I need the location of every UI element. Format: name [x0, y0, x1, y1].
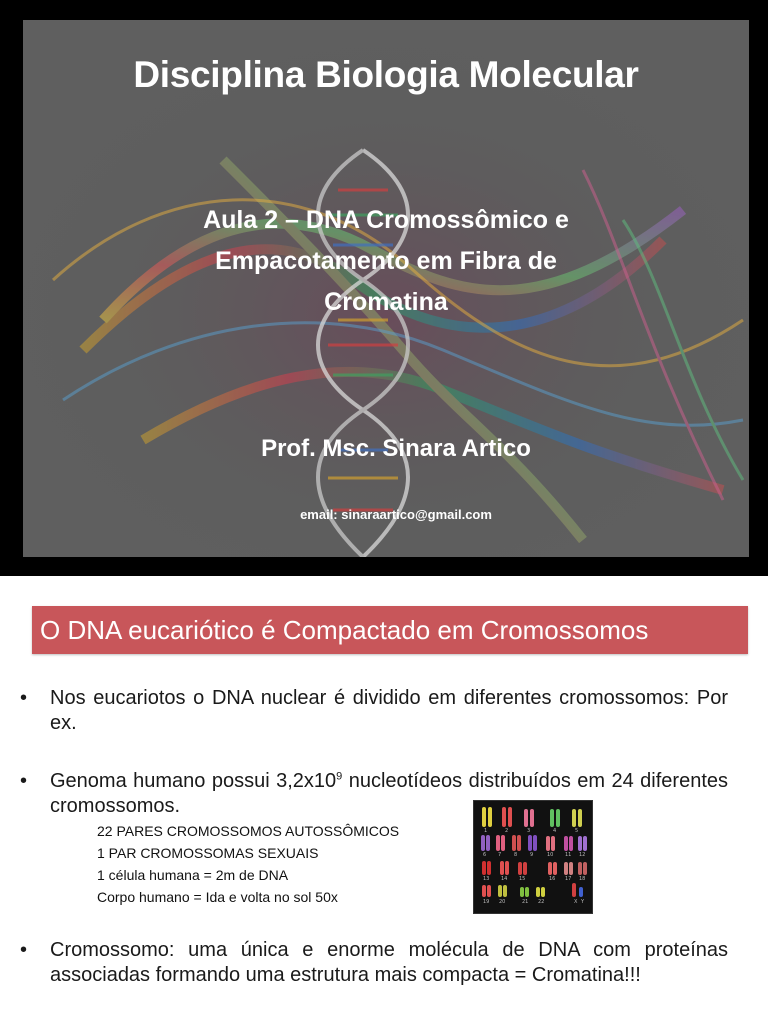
author-email: email: sinaraartico@gmail.com — [300, 507, 492, 522]
svg-text:9: 9 — [530, 852, 534, 858]
exponent: 9 — [336, 770, 343, 783]
svg-text:1: 1 — [484, 828, 488, 834]
lesson-subtitle — [136, 200, 636, 323]
slide-header-title: O DNA eucariótico é Compactado em Cromossomos — [40, 615, 649, 645]
bullet-text-3: Cromossomo: uma única e enorme molécula de DNA com proteínas associadas formando uma estrutura mais compacta = Cromatina!!! — [50, 939, 728, 986]
content-slide — [0, 576, 768, 1024]
bullet-text-2 — [50, 769, 728, 819]
svg-text:12: 12 — [579, 852, 586, 858]
lesson-subtitle-line-1: Aula 2 – DNA Cromossômico e — [203, 206, 569, 234]
genome-fact: 1 célula humana = 2m de DNA — [97, 867, 289, 883]
lesson-subtitle-line-2: Empacotamento em Fibra de — [215, 247, 557, 275]
svg-text:18: 18 — [579, 876, 586, 882]
svg-text:8: 8 — [514, 852, 518, 858]
bullet-icon: • — [20, 687, 28, 709]
svg-text:4: 4 — [553, 828, 557, 834]
svg-text:22: 22 — [538, 899, 545, 905]
svg-text:21: 21 — [522, 899, 529, 905]
svg-text:15: 15 — [519, 876, 526, 882]
bullet-item-3 — [20, 938, 728, 988]
slide-header — [32, 606, 748, 654]
bullet-item-1 — [20, 686, 728, 736]
svg-text:20: 20 — [499, 899, 506, 905]
lesson-subtitle-line-3: Cromatina — [324, 288, 448, 316]
bullet-icon: • — [20, 939, 28, 961]
title-slide-canvas — [23, 20, 749, 557]
bullet-text-2-start: Genoma humano possui 3,2x10 — [50, 770, 337, 792]
svg-text:5: 5 — [575, 828, 579, 834]
svg-text:13: 13 — [483, 876, 490, 882]
svg-text:6: 6 — [483, 852, 487, 858]
genome-fact: 22 PARES CROMOSSOMOS AUTOSSÔMICOS — [97, 823, 400, 839]
genome-facts-list — [97, 820, 399, 908]
bullet-icon: • — [20, 770, 28, 792]
svg-text:17: 17 — [565, 876, 572, 882]
genome-fact: Corpo humano = Ida e volta no sol 50x — [97, 889, 338, 905]
svg-text:2: 2 — [505, 828, 509, 834]
svg-text:Y: Y — [581, 899, 585, 905]
genome-fact: 1 PAR CROMOSSOMAS SEXUAIS — [97, 845, 319, 861]
bullet-text-1: Nos eucariotos o DNA nuclear é dividido em diferentes cromossomos: Por ex. — [50, 687, 728, 734]
svg-text:11: 11 — [565, 852, 572, 858]
author-name: Prof. Msc. Sinara Artico — [261, 435, 531, 462]
svg-text:19: 19 — [483, 899, 490, 905]
svg-text:10: 10 — [547, 852, 554, 858]
svg-text:3: 3 — [527, 828, 531, 834]
bullet-item-2 — [20, 769, 728, 819]
svg-text:16: 16 — [549, 876, 556, 882]
karyotype-image — [473, 800, 593, 914]
svg-text:7: 7 — [498, 852, 502, 858]
presentation-title: Disciplina Biologia Molecular — [133, 54, 639, 95]
bullet-text-2-end: nucleotídeos distribuídos em 24 diferentes cromossomos. — [50, 770, 729, 817]
svg-text:X: X — [574, 899, 578, 905]
svg-text:14: 14 — [501, 876, 508, 882]
